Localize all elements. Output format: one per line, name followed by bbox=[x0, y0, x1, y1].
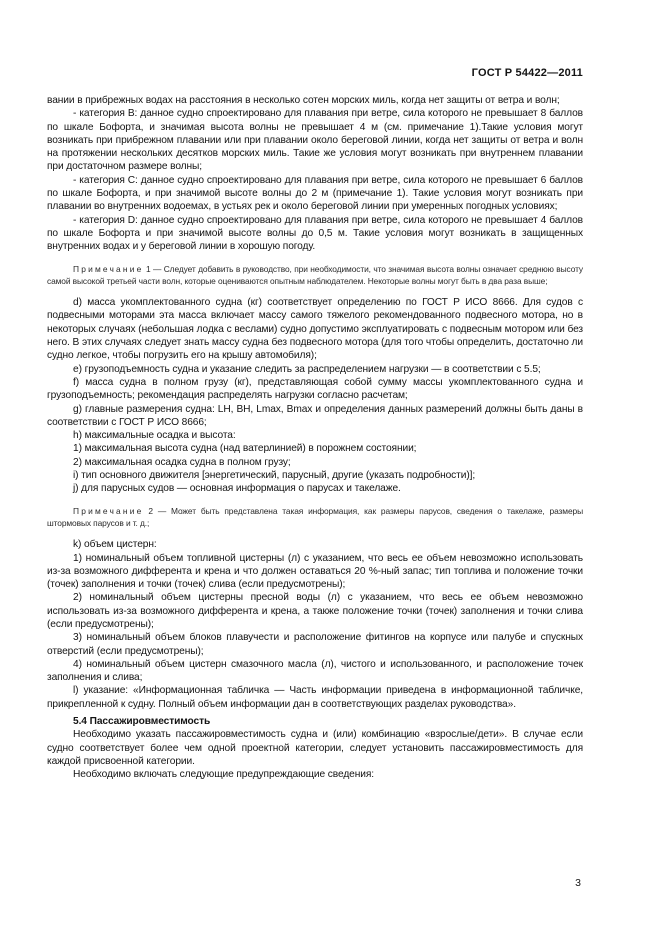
body-paragraph: Необходимо указать пассажировместимость судна и (или) комбинацию «взрослые/дети». В случае если судно соответствует более чем одной проектной категории, следует установить пассажировместимость для каждой присвоенной категории. bbox=[47, 729, 583, 767]
body-paragraph: 1) номинальный объем топливной цистерны (л) с указанием, что весь ее объем невозможно использовать из-за возможного дифферента и крена и что должен оставаться 20 %-ный запас; тип топлива и положение точки (точек) заполнения и точки (точек) слива (если предусмотрены); bbox=[47, 552, 583, 591]
body-paragraph: k) объем цистерн: bbox=[73, 539, 157, 551]
section-heading: 5.4 Пассажировместимость bbox=[73, 716, 211, 728]
note-paragraph bbox=[47, 505, 583, 530]
body-paragraph: 2) максимальная осадка судна в полном грузу; bbox=[73, 456, 291, 468]
body-paragraph: - категория C: данное судно спроектировано для плавания при ветре, сила которого не превышает 6 баллов по шкале Бофорта, и при значимой высоте волны до 2 м (примечание 1). Такие условия могут возникать при плавании во внутренних водоемах, в устьях рек и около береговой линии при умеренных погодных условиях; bbox=[47, 174, 583, 213]
document-header: ГОСТ Р 54422—2011 bbox=[471, 67, 583, 79]
note-label: Примечание bbox=[73, 263, 144, 274]
note-paragraph bbox=[47, 263, 583, 288]
body-paragraph: 2) номинальный объем цистерны пресной воды (л) с указанием, что весь ее объем невозможно использовать из-за возможного дифферента и крена, а также положение точки (точек) заполнения и точки слива (если предусмотрены); bbox=[47, 592, 583, 630]
body-paragraph: 4) номинальный объем цистерн смазочного масла (л), чистого и использованного, и расположение точек заполнения и слива; bbox=[47, 658, 583, 684]
body-paragraph: f) масса судна в полном грузу (кг), представляющая собой сумму массы укомплектованного судна и грузоподъемность; рекомендация распределять нагрузки согласно расчетам; bbox=[47, 376, 583, 402]
body-paragraph: g) главные размерения судна: LH, BH, Lmax, Bmax и определения данных размерений должны быть даны в соответствии с ГОСТ Р ИСО 8666; bbox=[47, 403, 583, 428]
body-paragraph: e) грузоподъемность судна и указание следить за распределением нагрузки — в соответствии с 5.5; bbox=[73, 363, 541, 375]
body-paragraph: Необходимо включать следующие предупреждающие сведения: bbox=[73, 769, 375, 781]
body-paragraph: d) масса укомплектованного судна (кг) соответствует определению по ГОСТ Р ИСО 8666. Для судов с подвесными моторами эта масса включает массу самого тяжелого рекомендованного подвесного мотора, но в некоторых случаях (небольшая лодка с веслами) судно допустимо эксплуатировать с подвесным мотором или без него. В этих случаях следует знать массу судна без подвесного мотора (для того чтобы определить, достаточно ли судно легкое, чтобы погрузить его на крышу автомобиля); bbox=[47, 297, 583, 362]
page-number: 3 bbox=[575, 877, 581, 889]
body-paragraph: i) тип основного движителя [энергетический, парусный, другие (указать подробности)]; bbox=[73, 470, 476, 482]
body-paragraph: 1) максимальная высота судна (над ватерлинией) в порожнем состоянии; bbox=[73, 443, 417, 455]
note-label: Примечание bbox=[73, 505, 144, 516]
body-paragraph: 3) номинальный объем блоков плавучести и расположение фитингов на корпусе или палубе и спускных отверстий (если предусмотрены); bbox=[47, 632, 583, 657]
body-paragraph: l) указание: «Информационная табличка — Часть информации приведена в информационной табличке, прикрепленной к судну. Полный объем информации дан в соответствующих разделах руководства». bbox=[47, 685, 583, 710]
note-text: 2 — Может быть представлена такая информация, как размеры парусов, сведения о такелаже, размеры штормовых парусов и т. д.; bbox=[47, 505, 583, 528]
body-paragraph: h) максимальные осадка и высота: bbox=[73, 430, 236, 442]
body-paragraph: - категория D: данное судно спроектировано для плавания при ветре, сила которого не превышает 4 баллов по шкале Бофорта и при значимой высоте волны до 0,5 м. Такие условия могут возникать в защищенных внутренних водах и у береговой линии в хорошую погоду. bbox=[47, 214, 583, 253]
document-body bbox=[47, 94, 583, 782]
body-paragraph: - категория B: данное судно спроектировано для плавания при ветре, сила которого не превышает 8 баллов по шкале Бофорта, и значимая высота волны не превышает 4 м (см. примечание 1).Такие условия могут возникать при прибрежном плавании или при плавании около береговой линии, когда нет защиты от ветра и волн на протяжении нескольких десятков морских миль. Такие же условия могут возникать при внутреннем плавании при достаточном размере волны; bbox=[47, 108, 583, 173]
body-paragraph: j) для парусных судов — основная информация о парусах и такелаже. bbox=[73, 483, 401, 495]
body-paragraph: вании в прибрежных водах на расстояния в несколько сотен морских миль, когда нет защиты от ветра и волн; bbox=[47, 95, 560, 106]
note-text: 1 — Следует добавить в руководство, при необходимости, что значимая высота волны означает среднюю высоту самой высокой третьей части волн, которые оцениваются опытным наблюдателем. Некоторые волны могут быть в два раза выше; bbox=[47, 263, 583, 286]
